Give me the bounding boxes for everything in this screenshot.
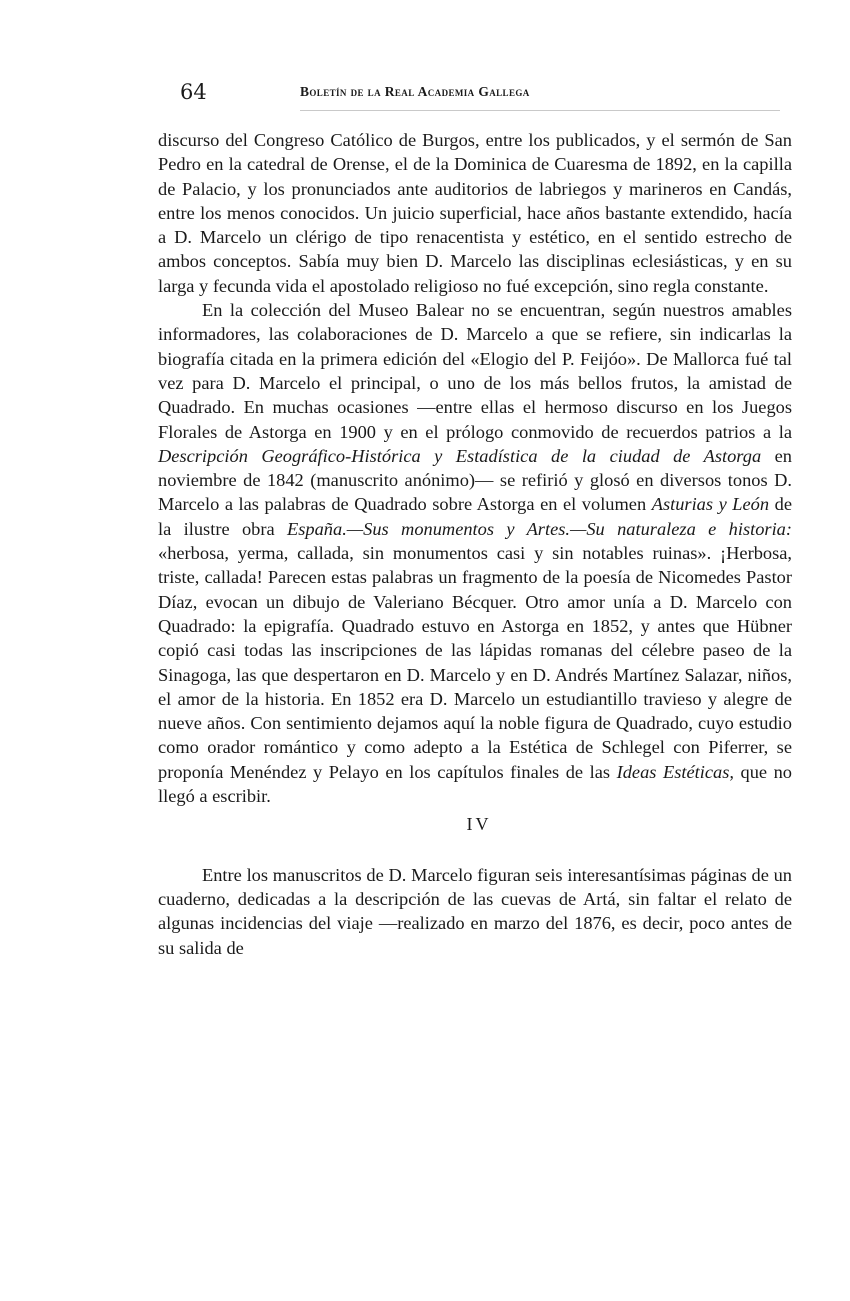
italic-title-text: Descripción Geográfico-Histórica y Estadística de la ciudad de Astorga xyxy=(158,445,762,466)
paragraph-text: «herbosa, yerma, callada, sin monumentos casi y sin notables ruinas». ¡Herbosa, triste, callada! Parecen estas palabras un fragmento de la poesía de Nicomedes Pastor Díaz, evocan un dibujo de Valeriano Bécquer. Otro amor unía a D. Marcelo con Quadrado: la epigrafía. Quadrado estuvo en Astorga en 1852, y antes que Hübner copió casi todas las inscripciones de las lápidas romanas del célebre paseo de la Sinagoga, las que despertaron en D. Marcelo y en D. Andrés Martínez Salazar, niños, el amor de la historia. En 1852 era D. Marcelo un estudiantillo travieso y alegre de nueve años. Con sentimiento dejamos aquí la noble figura de Quadrado, cuyo estudio como orador romántico y como adepto a la Estética de Schlegel con Piferrer, se proponía Menéndez y Pelayo en los capítulos finales de las xyxy=(158,543,792,782)
paragraph-text: en noviembre de 1842 (manuscrito anónimo)— se refirió y glosó en diversos tonos D. Marcelo a las palabras de Quadrado sobre Astorga en el volumen xyxy=(158,445,792,515)
italic-title-text: España.—Sus monumentos y Artes.—Su naturaleza e historia: xyxy=(287,518,792,539)
paragraph-2 xyxy=(158,298,792,808)
paragraph-text: discurso del Congreso Católico de Burgos, entre los publicados, y el sermón de San Pedro en la catedral de Orense, el de la Dominica de Cuaresma de 1892, en la capilla de Palacio, y los pronunciados ante auditorios de labriegos y marineros en Candás, entre los menos conocidos. Un juicio superficial, hace años bastante extendido, hacía a D. Marcelo un clérigo de tipo renacentista y estético, en el sentido estrecho de ambos conceptos. Sabía muy bien D. Marcelo las disciplinas eclesiásticas, y en su larga y fecunda vida el apostolado religioso no fué excepción, sino regla constante. xyxy=(158,130,792,296)
page-header xyxy=(160,80,790,108)
running-head: Boletín de la Real Academia Gallega xyxy=(300,84,530,99)
paragraph-3: Entre los manuscritos de D. Marcelo figuran seis interesantísimas páginas de un cuaderno, dedicadas a la descripción de las cuevas de Artá, sin faltar el relato de algunas incidencias del viaje —realizado en marzo del 1876, es decir, poco antes de su salida de xyxy=(158,864,792,958)
paragraph-1 xyxy=(158,128,792,298)
section-heading: IV xyxy=(466,814,492,835)
italic-title-text: Asturias y León xyxy=(651,494,770,515)
paragraph-text: de la ilustre obra xyxy=(158,494,792,539)
body-text xyxy=(158,128,792,960)
italic-title-text: Ideas Estéticas, xyxy=(616,761,734,782)
paragraph-text: En la colección del Museo Balear no se encuentran, según nuestros amables informadores, las colaboraciones de D. Marcelo a que se refiere, sin indicarlas la biografía citada en la primera edición del «Elogio del P. Feijóo». De Mallorca fué tal vez para D. Marcelo el principal, o uno de los más bellos frutos, la amistad de Quadrado. En muchas ocasiones —entre ellas el hermoso discurso en los Juegos Florales de Astorga en 1900 y en el prólogo conmovido de recuerdos patrios a la xyxy=(158,300,792,442)
page-number: 64 xyxy=(180,80,207,104)
paragraph-text: que no llegó a escribir. xyxy=(158,761,793,807)
header-rule xyxy=(300,110,780,111)
